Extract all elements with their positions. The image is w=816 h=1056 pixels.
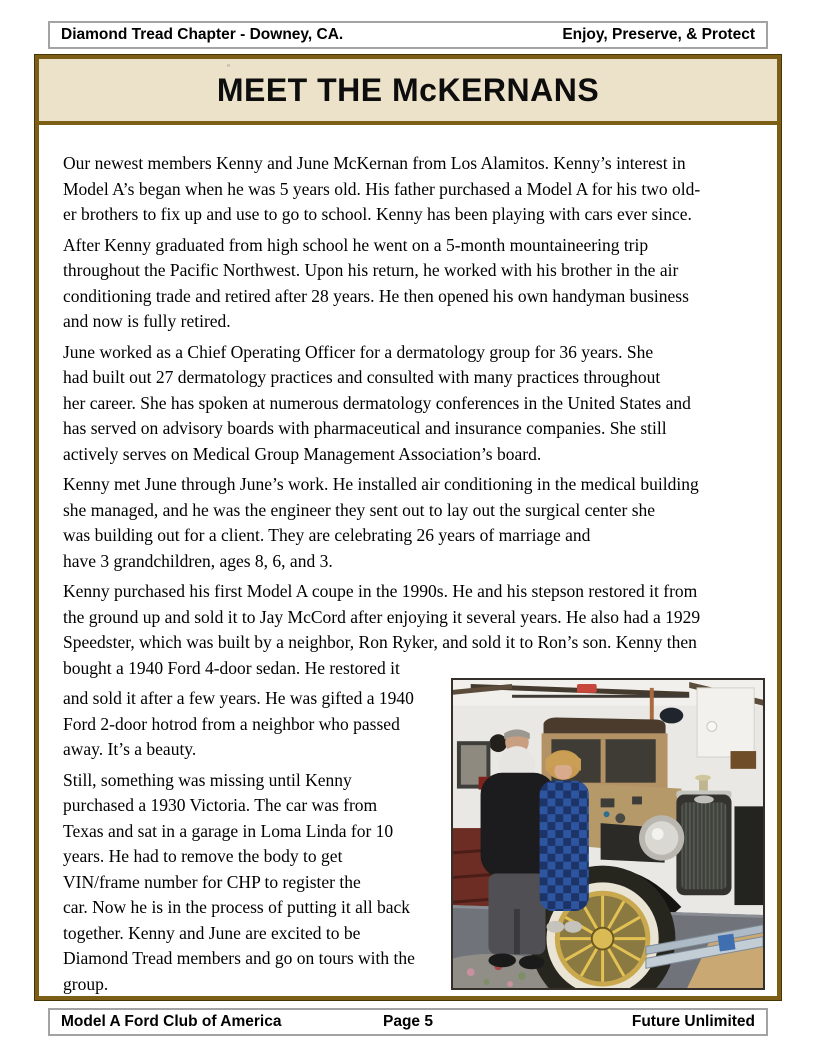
ford-emblem <box>694 796 714 804</box>
garage-scene <box>453 680 763 988</box>
article-paragraph: Our newest members Kenny and June McKernan from Los Alamitos. Kenny’s interest in Model A’s began when he was 5 years old. His father purchased a Model A for his two old- er brothers to fix up and use to go to school. Kenny has been playing with cars ever since. <box>63 153 701 224</box>
chapter-motto: Enjoy, Preserve, & Protect <box>562 26 755 43</box>
article-paragraph: Kenny met June through June’s work. He installed air conditioning in the medical building she managed, and he was the engineer they sent out to lay out the surgical center she was building out for a client. They are celebrating 26 years of marriage and have 3 grandchildren, ages 8, 6, and 3. <box>63 474 699 571</box>
footer-org: Model A Ford Club of America <box>61 1013 282 1030</box>
chapter-name: Diamond Tread Chapter - Downey, CA. <box>61 26 344 43</box>
plaid-outfit <box>540 781 589 911</box>
newsletter-title: MEET THE McKERNANS <box>216 71 600 108</box>
article-paragraph: Kenny purchased his first Model A coupe in the 1990s. He and his stepson restored it from the ground up and sold it to Jay McCord after enjoying it several years. He also had a 1929 Speedster, which was built by a neighbor, Ron Ryker, and sold it to Ron’s son. Kenny then bought a 1940 Ford 4-door sedan. He restored it <box>63 581 701 678</box>
mckernans-photo <box>451 678 765 990</box>
page-frame <box>35 55 781 1000</box>
header-bar <box>48 21 768 49</box>
article-paragraph: After Kenny graduated from high school he went on a 5-month mountaineering trip throughout the Pacific Northwest. Upon his return, he worked with his brother in the air conditioning trade and retired after 28 years. He then opened his own handyman business and now is fully retired. <box>63 234 689 331</box>
article-paragraph: Still, something was missing until Kenny purchased a 1930 Victoria. The car was from Texas and sat in a garage in Loma Linda for 10 years. He had to remove the body to get VIN/frame number for CHP to register the car. Now he is in the process of putting it all back together. Kenny and June are excited to be Diamond Tread members and go on tours with the group. <box>63 769 415 994</box>
footer-bar <box>48 1008 768 1036</box>
stray-print-artifact: ” <box>227 63 230 73</box>
hanging-cap <box>660 708 684 724</box>
text-photo-row <box>63 686 765 1000</box>
title-banner <box>39 59 777 125</box>
article-paragraph: June worked as a Chief Operating Officer for a dermatology group for 36 years. She had built out 27 dermatology practices and consulted with many practices throughout her career. She has spoken at numerous dermatology conferences in the United States and has served on advisory boards with pharmaceutical and insurance companies. She still actively serves on Medical Group Management Association’s board. <box>63 341 691 464</box>
wall-plaque <box>731 751 757 769</box>
wrap-text-column <box>63 686 443 1000</box>
article-paragraph: and sold it after a few years. He was gifted a 1940 Ford 2-door hotrod from a neighbor who passed away. It’s a beauty. <box>63 688 414 759</box>
garage-opener <box>577 684 597 693</box>
article-body <box>39 125 777 1000</box>
footer-page-number: Page 5 <box>383 1013 433 1030</box>
footer-tagline: Future Unlimited <box>631 1013 755 1030</box>
